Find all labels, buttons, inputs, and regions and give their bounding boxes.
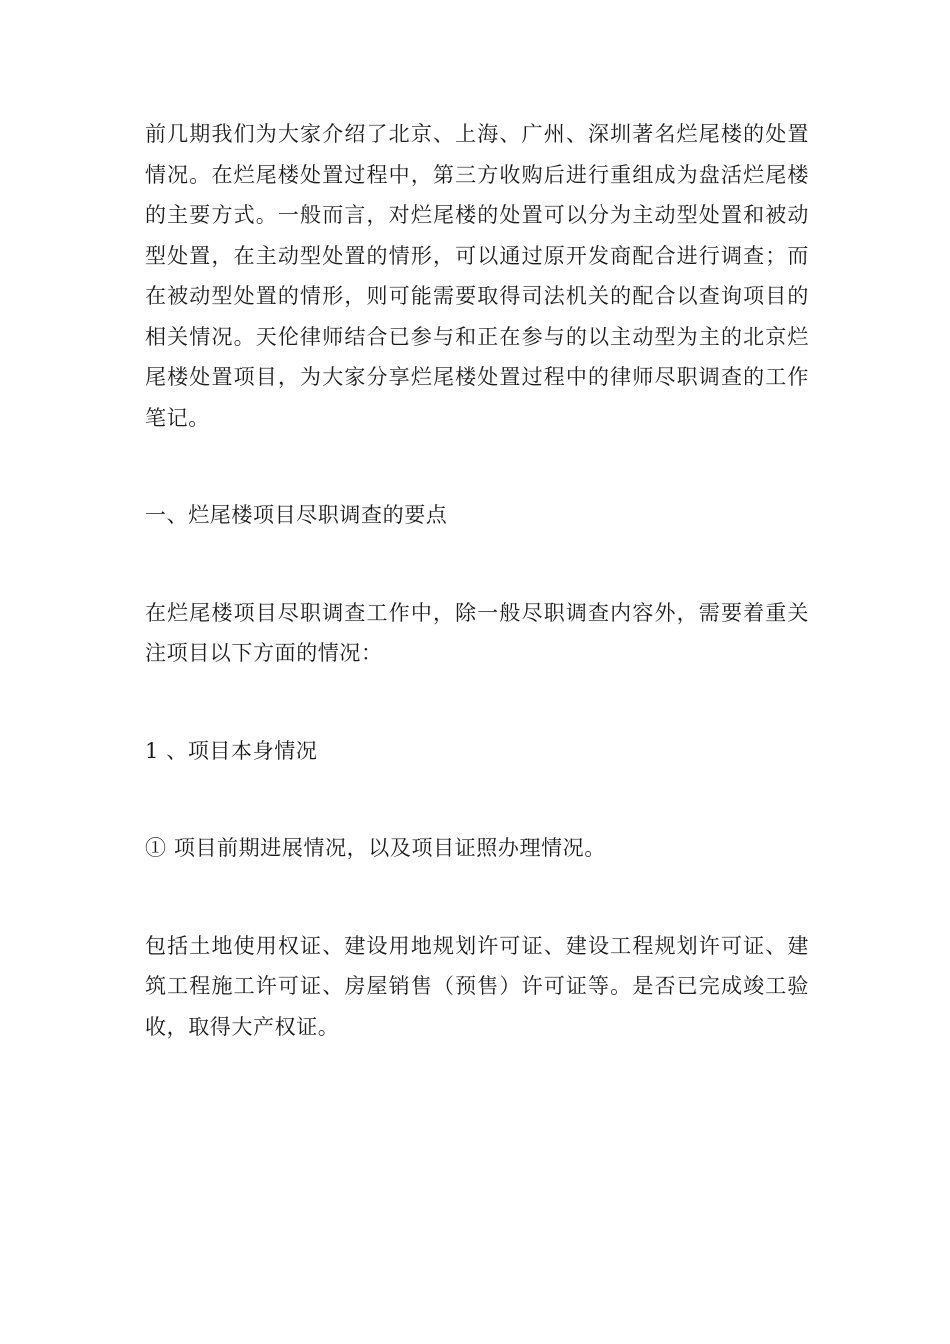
item-detail-paragraph: 包括土地使用权证、建设用地规划许可证、建设工程规划许可证、建筑工程施工许可证、房屋销售（预售）许可证等。是否已完成竣工验收，取得大产权证。: [145, 933, 809, 1039]
list-item: ① 项目前期进展情况，以及项目证照办理情况。: [145, 836, 606, 860]
section-heading: 一、烂尾楼项目尽职调查的要点: [145, 503, 448, 527]
document-body: [145, 114, 809, 1047]
subheading: 1 、项目本身情况: [145, 738, 318, 763]
intro-paragraph: 前几期我们为大家介绍了北京、上海、广州、深圳著名烂尾楼的处置情况。在烂尾楼处置过程中，第三方收购后进行重组成为盘活烂尾楼的主要方式。一般而言，对烂尾楼的处置可以分为主动型处置和被动型处置，在主动型处置的情形，可以通过原开发商配合进行调查；而在被动型处置的情形，则可能需要取得司法机关的配合以查询项目的相关情况。天伦律师结合已参与和正在参与的以主动型为主的北京烂尾楼处置项目，为大家分享烂尾楼处置过程中的律师尽职调查的工作笔记。: [145, 122, 809, 430]
section-intro-paragraph: 在烂尾楼项目尽职调查工作中，除一般尽职调查内容外，需要着重关注项目以下方面的情况：: [145, 600, 809, 665]
